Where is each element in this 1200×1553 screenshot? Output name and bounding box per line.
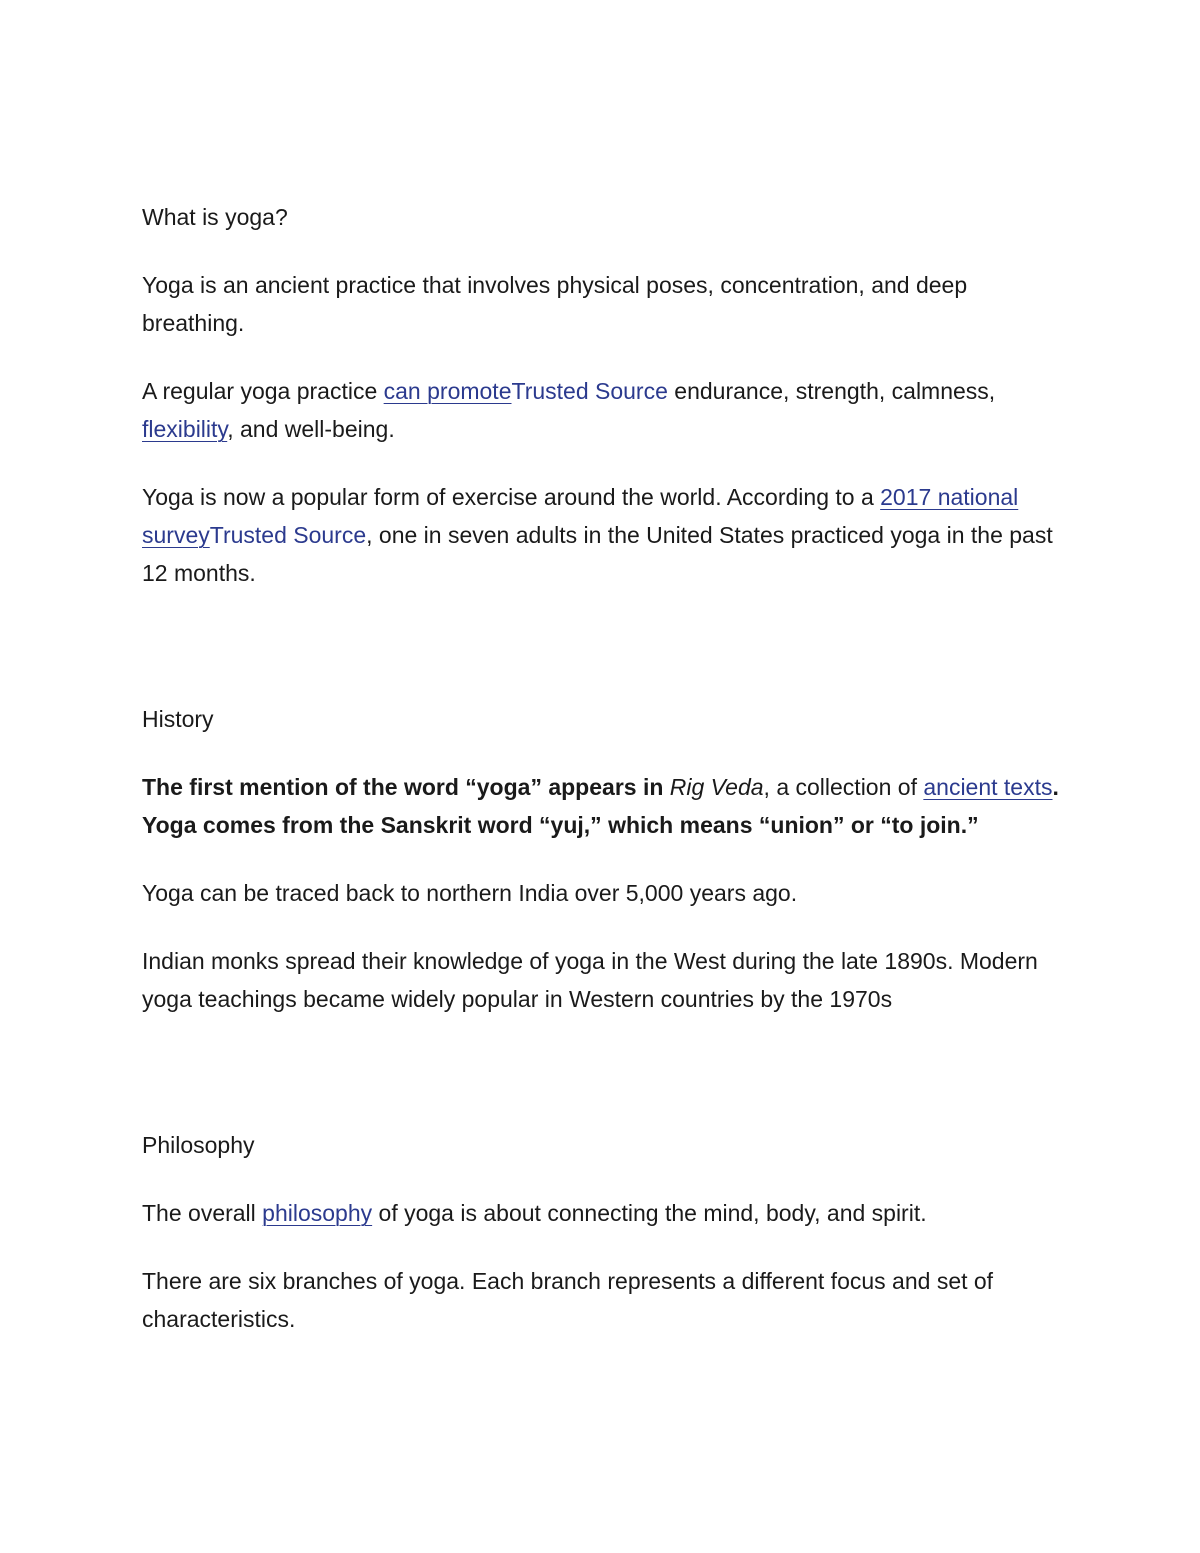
text: The overall [142, 1200, 263, 1226]
section-spacer [142, 1048, 1072, 1126]
paragraph-branches: There are six branches of yoga. Each branch represents a different focus and set of characteristics. [142, 1268, 994, 1332]
heading-philosophy: Philosophy [142, 1132, 255, 1158]
text: , one in seven adults in the United States practiced yoga in the past 12 months. [142, 522, 1053, 586]
link-ancient-texts[interactable]: ancient texts [923, 774, 1053, 800]
trusted-source-label[interactable]: Trusted Source [511, 378, 668, 404]
text: , and well-being. [227, 416, 395, 442]
heading-history: History [142, 706, 214, 732]
paragraph-popularity [142, 478, 1072, 592]
link-can-promote[interactable]: can promote [383, 378, 512, 404]
bold-text: The first mention of the word “yoga” appears in [142, 774, 670, 800]
paragraph-origin [142, 768, 1072, 844]
link-2017-national-survey[interactable]: 2017 national survey [142, 484, 1019, 548]
text: endurance, strength, calmness, [667, 378, 996, 404]
document-page [142, 198, 1072, 1368]
trusted-source-label[interactable]: Trusted Source [209, 522, 367, 548]
paragraph-benefits [142, 372, 1072, 448]
paragraph-india: Yoga can be traced back to northern India over 5,000 years ago. [142, 880, 798, 906]
text: of yoga is about connecting the mind, body, and spirit. [372, 1200, 927, 1226]
text: A regular yoga practice [142, 378, 384, 404]
bold-text: . Yoga comes from the Sanskrit word “yuj,” which means “union” or “to join.” [142, 774, 1059, 838]
text: Yoga is now a popular form of exercise around the world. According to a [142, 484, 881, 510]
link-flexibility[interactable]: flexibility [142, 416, 228, 442]
paragraph-intro: Yoga is an ancient practice that involves physical poses, concentration, and deep breathing. [142, 272, 968, 336]
heading-what-is-yoga: What is yoga? [142, 204, 288, 230]
link-philosophy[interactable]: philosophy [262, 1200, 373, 1226]
section-spacer [142, 622, 1072, 700]
paragraph-philosophy [142, 1194, 1072, 1232]
paragraph-west: Indian monks spread their knowledge of yoga in the West during the late 1890s. Modern yoga teachings became widely popular in Western countries by the 1970s [142, 948, 1038, 1012]
italic-rig-veda: Rig Veda [669, 774, 764, 800]
text: , a collection of [763, 774, 924, 800]
